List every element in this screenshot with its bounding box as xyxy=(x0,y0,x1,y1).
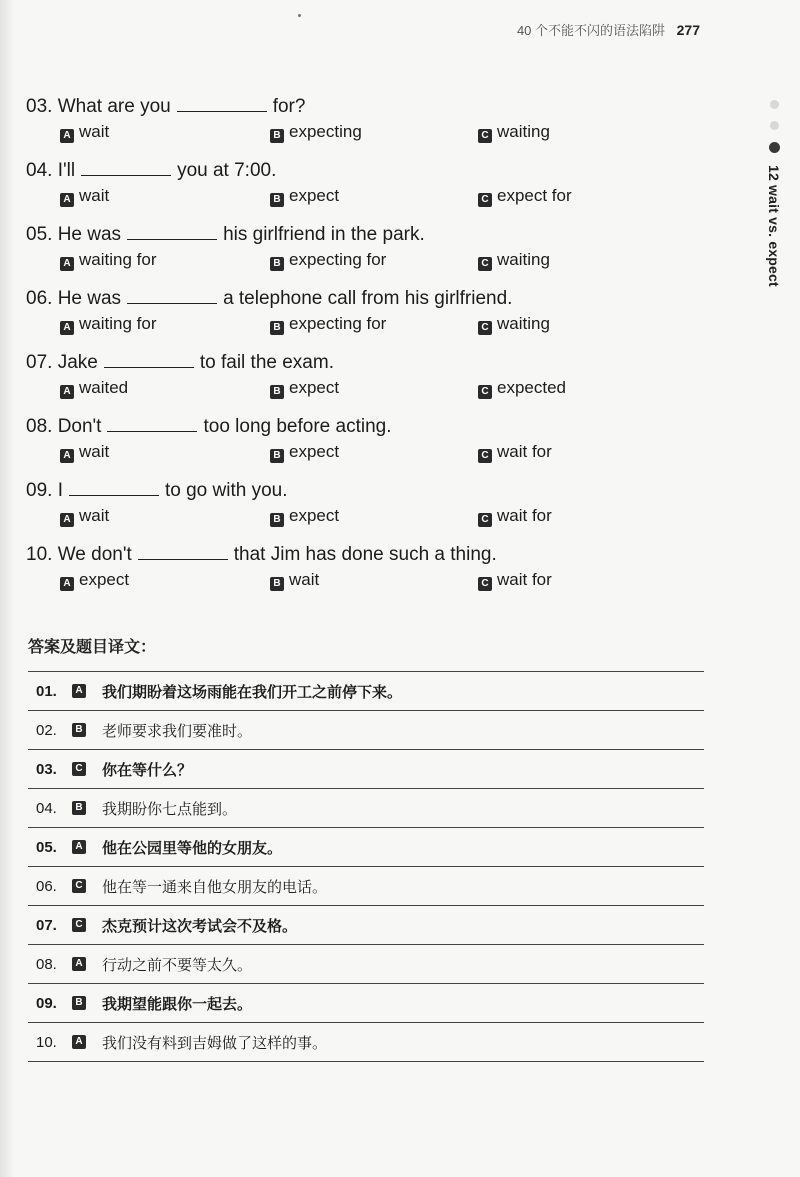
option-b xyxy=(270,570,319,591)
option-text: wait xyxy=(289,570,320,589)
question-item xyxy=(26,541,746,605)
option-letter-icon: A xyxy=(60,129,74,143)
question-after: that Jim has done such a thing. xyxy=(233,544,497,565)
answer-blank xyxy=(104,349,194,368)
option-b xyxy=(270,186,339,207)
option-text: wait for xyxy=(497,570,552,589)
answer-letter-icon: A xyxy=(72,684,86,698)
question-item xyxy=(26,93,746,157)
question-before: I xyxy=(57,480,63,501)
option-letter-icon: B xyxy=(270,385,284,399)
question-item xyxy=(26,285,746,349)
question-after: a telephone call from his girlfriend. xyxy=(223,288,513,309)
option-text: wait xyxy=(79,442,110,461)
option-text: waiting xyxy=(497,122,550,141)
question-text xyxy=(26,93,746,120)
answer-number: 07. xyxy=(36,916,57,934)
answer-row xyxy=(28,672,704,711)
chapter-dot-icon xyxy=(770,100,779,109)
option-letter-icon: C xyxy=(478,513,492,527)
active-chapter-dot-icon xyxy=(769,142,780,153)
answer-blank xyxy=(81,157,171,176)
answer-number: 04. xyxy=(36,799,57,817)
option-a xyxy=(60,122,109,143)
option-row xyxy=(26,120,746,146)
option-row xyxy=(26,504,746,530)
answer-list xyxy=(28,671,704,1062)
question-text xyxy=(26,413,746,440)
option-b xyxy=(270,314,386,335)
question-number: 03. xyxy=(26,96,53,117)
answer-translation: 我期盼你七点能到。 xyxy=(102,800,238,818)
option-row xyxy=(26,376,746,402)
option-a xyxy=(60,378,128,399)
option-text: expecting xyxy=(289,122,362,141)
question-number: 05. xyxy=(26,224,53,245)
answer-section-title: 答案及题目译文： xyxy=(28,639,157,656)
answer-translation: 他在公园里等他的女朋友。 xyxy=(102,839,283,857)
answer-row xyxy=(28,828,704,867)
question-text xyxy=(26,221,746,248)
question-before: He was xyxy=(57,288,122,309)
option-text: expect for xyxy=(497,186,572,205)
print-mark xyxy=(298,14,301,17)
answer-row xyxy=(28,711,704,750)
answer-row xyxy=(28,750,704,789)
option-a xyxy=(60,186,109,207)
option-letter-icon: A xyxy=(60,577,74,591)
option-text: wait for xyxy=(497,442,552,461)
answer-letter-icon: C xyxy=(72,918,86,932)
option-letter-icon: B xyxy=(270,129,284,143)
answer-translation: 行动之前不要等太久。 xyxy=(102,956,253,974)
book-title: 40 个不能不闪的语法陷阱 xyxy=(516,23,666,38)
option-b xyxy=(270,442,339,463)
option-row xyxy=(26,312,746,338)
option-letter-icon: A xyxy=(60,321,74,335)
answer-number: 02. xyxy=(36,721,57,739)
answer-translation: 我们没有料到吉姆做了这样的事。 xyxy=(102,1034,328,1052)
option-letter-icon: A xyxy=(60,257,74,271)
question-before: We don't xyxy=(57,544,132,565)
question-item xyxy=(26,221,746,285)
option-letter-icon: A xyxy=(60,385,74,399)
option-letter-icon: A xyxy=(60,193,74,207)
option-text: waiting xyxy=(497,250,550,269)
running-header xyxy=(517,20,700,39)
option-a xyxy=(60,250,156,271)
option-letter-icon: C xyxy=(478,577,492,591)
chapter-dot-icon xyxy=(770,121,779,130)
answer-number: 08. xyxy=(36,955,57,973)
answer-translation: 老师要求我们要准时。 xyxy=(102,722,253,740)
option-letter-icon: C xyxy=(478,385,492,399)
option-b xyxy=(270,378,339,399)
option-letter-icon: A xyxy=(60,449,74,463)
question-list xyxy=(26,93,746,605)
option-c xyxy=(478,314,550,335)
question-number: 09. xyxy=(26,480,53,501)
option-text: expected xyxy=(497,378,566,397)
option-letter-icon: B xyxy=(270,257,284,271)
question-number: 06. xyxy=(26,288,53,309)
answer-blank xyxy=(177,93,267,112)
answer-row xyxy=(28,984,704,1023)
question-item xyxy=(26,157,746,221)
option-c xyxy=(478,442,552,463)
answer-number: 06. xyxy=(36,877,57,895)
option-text: expect xyxy=(289,442,340,461)
question-after: for? xyxy=(272,96,306,117)
question-after: you at 7:00. xyxy=(177,160,277,181)
option-a xyxy=(60,314,156,335)
option-letter-icon: B xyxy=(270,193,284,207)
answer-letter-icon: B xyxy=(72,996,86,1010)
question-number: 08. xyxy=(26,416,53,437)
option-b xyxy=(270,250,386,271)
option-text: expect xyxy=(289,378,340,397)
question-text xyxy=(26,285,746,312)
answer-row xyxy=(28,906,704,945)
answer-blank xyxy=(138,541,228,560)
option-letter-icon: C xyxy=(478,321,492,335)
answer-number: 10. xyxy=(36,1033,57,1051)
question-item xyxy=(26,413,746,477)
option-letter-icon: B xyxy=(270,577,284,591)
answer-row xyxy=(28,789,704,828)
question-item xyxy=(26,477,746,541)
option-letter-icon: B xyxy=(270,449,284,463)
option-row xyxy=(26,568,746,594)
answer-translation: 杰克预计这次考试会不及格。 xyxy=(102,917,298,935)
option-a xyxy=(60,570,129,591)
option-c xyxy=(478,122,550,143)
question-text xyxy=(26,157,746,184)
option-letter-icon: C xyxy=(478,129,492,143)
chapter-label: 12 wait vs. expect xyxy=(766,165,782,287)
option-text: wait xyxy=(79,122,110,141)
answer-blank xyxy=(69,477,159,496)
answer-letter-icon: B xyxy=(72,801,86,815)
answer-row xyxy=(28,1023,704,1062)
question-before: Jake xyxy=(57,352,98,373)
option-text: wait xyxy=(79,506,110,525)
option-text: expect xyxy=(79,570,130,589)
answer-letter-icon: C xyxy=(72,879,86,893)
option-text: waiting for xyxy=(79,250,157,269)
question-after: too long before acting. xyxy=(203,416,392,437)
option-row xyxy=(26,440,746,466)
option-letter-icon: A xyxy=(60,513,74,527)
option-row xyxy=(26,248,746,274)
question-text xyxy=(26,349,746,376)
answer-translation: 我们期盼着这场雨能在我们开工之前停下来。 xyxy=(102,683,403,701)
answer-letter-icon: A xyxy=(72,957,86,971)
question-number: 07. xyxy=(26,352,53,373)
option-text: expecting for xyxy=(289,250,387,269)
option-c xyxy=(478,570,552,591)
option-text: waited xyxy=(79,378,129,397)
question-before: I'll xyxy=(57,160,76,181)
option-c xyxy=(478,506,552,527)
question-after: his girlfriend in the park. xyxy=(223,224,425,245)
option-text: expect xyxy=(289,186,340,205)
answer-number: 03. xyxy=(36,760,57,778)
question-item xyxy=(26,349,746,413)
option-text: wait xyxy=(79,186,110,205)
question-after: to go with you. xyxy=(164,480,288,501)
option-letter-icon: C xyxy=(478,449,492,463)
answer-letter-icon: A xyxy=(72,1035,86,1049)
answer-row xyxy=(28,945,704,984)
option-letter-icon: B xyxy=(270,321,284,335)
option-b xyxy=(270,506,339,527)
answer-letter-icon: B xyxy=(72,723,86,737)
option-text: expect xyxy=(289,506,340,525)
answer-blank xyxy=(107,413,197,432)
answer-number: 09. xyxy=(36,994,57,1012)
option-text: waiting for xyxy=(79,314,157,333)
option-letter-icon: C xyxy=(478,257,492,271)
option-row xyxy=(26,184,746,210)
option-c xyxy=(478,250,550,271)
option-b xyxy=(270,122,362,143)
question-before: What are you xyxy=(57,96,171,117)
option-text: wait for xyxy=(497,506,552,525)
answer-translation: 他在等一通来自他女朋友的电话。 xyxy=(102,878,328,896)
question-before: Don't xyxy=(57,416,102,437)
page-number: 277 xyxy=(676,22,700,38)
option-text: waiting xyxy=(497,314,550,333)
answer-row xyxy=(28,867,704,906)
option-c xyxy=(478,186,572,207)
answer-blank xyxy=(127,285,217,304)
question-after: to fail the exam. xyxy=(199,352,334,373)
option-c xyxy=(478,378,566,399)
question-number: 04. xyxy=(26,160,53,181)
option-a xyxy=(60,442,109,463)
answer-letter-icon: C xyxy=(72,762,86,776)
answer-translation: 你在等什么？ xyxy=(102,761,193,779)
question-text xyxy=(26,477,746,504)
question-number: 10. xyxy=(26,544,53,565)
option-text: expecting for xyxy=(289,314,387,333)
option-letter-icon: C xyxy=(478,193,492,207)
question-before: He was xyxy=(57,224,122,245)
answer-translation: 我期望能跟你一起去。 xyxy=(102,995,253,1013)
question-text xyxy=(26,541,746,568)
binding-shadow xyxy=(0,0,14,1177)
option-letter-icon: B xyxy=(270,513,284,527)
answer-number: 05. xyxy=(36,838,57,856)
answer-letter-icon: A xyxy=(72,840,86,854)
chapter-side-tab xyxy=(765,100,783,287)
option-a xyxy=(60,506,109,527)
answer-blank xyxy=(127,221,217,240)
answer-number: 01. xyxy=(36,682,57,700)
